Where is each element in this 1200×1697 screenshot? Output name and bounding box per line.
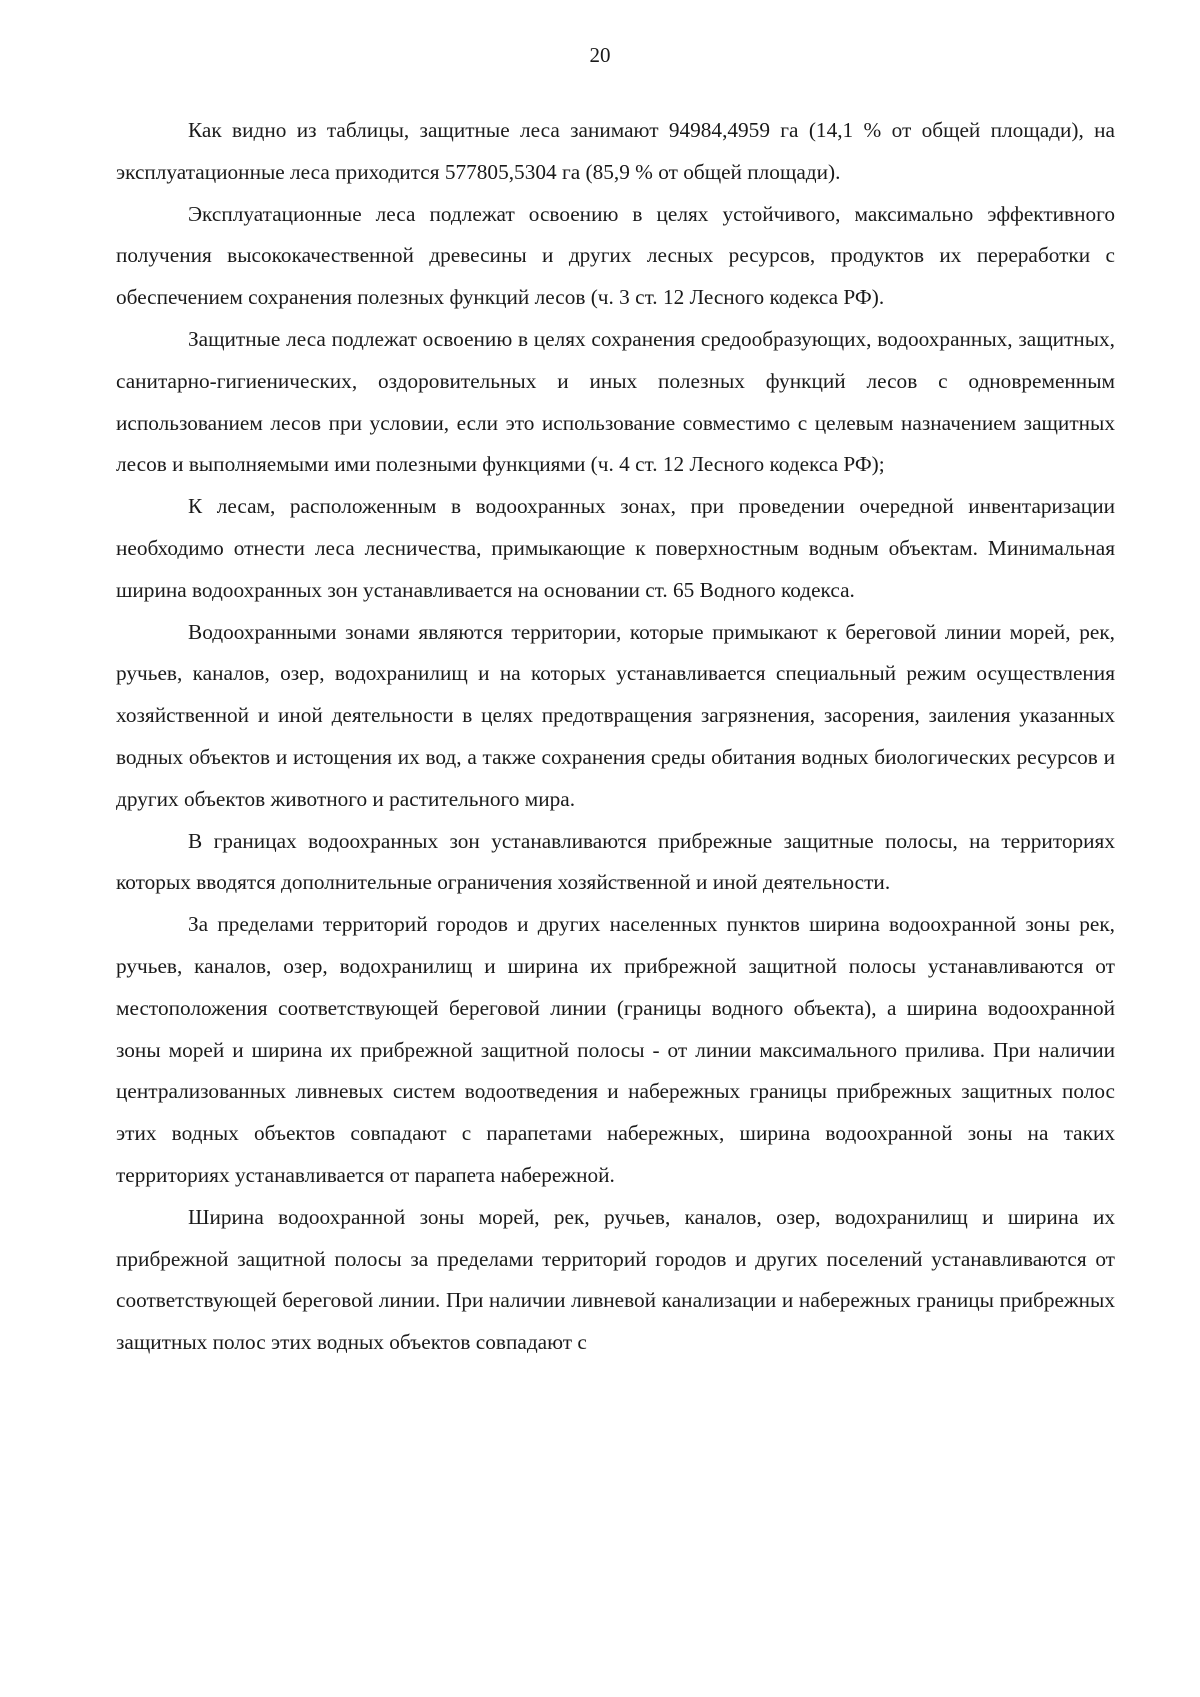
document-body — [116, 110, 1115, 1364]
paragraph-water-protection-zone-definition: Водоохранными зонами являются территории, которые примыкают к береговой линии морей, рек, ручьев, каналов, озер, водохранилищ и на которых устанавливается специальный режим осуществления хозяйственной и иной деятельности в целях предотвращения загрязнения, засорения, заиления указанных водных объектов и истощения их вод, а также сохранения среды обитания водных биологических ресурсов и других объектов животного и растительного мира. — [116, 619, 1115, 811]
paragraph-zone-width-outside-cities: За пределами территорий городов и других населенных пунктов ширина водоохранной зоны рек, ручьев, каналов, озер, водохранилищ и ширина их прибрежной защитной полосы устанавливаются от местоположения соответствующей береговой линии (границы водного объекта), а ширина водоохранной зоны морей и ширина их прибрежной защитной полосы - от линии максимального прилива. При наличии централизованных ливневых систем водоотведения и набережных границы прибрежных защитных полос этих водных объектов совпадают с парапетами набережных, ширина водоохранной зоны на таких территориях устанавливается от парапета набережной. — [116, 912, 1115, 1187]
paragraph-protective-forests: Защитные леса подлежат освоению в целях сохранения средообразующих, водоохранных, защитных, санитарно-гигиенических, оздоровительных и иных полезных функций лесов с одновременным использованием лесов при условии, если это использование совместимо с целевым назначением защитных лесов и выполняемыми ими полезными функциями (ч. 4 ст. 12 Лесного кодекса РФ); — [116, 326, 1115, 477]
paragraph-water-protection-zone-forests: К лесам, расположенным в водоохранных зонах, при проведении очередной инвентаризации необходимо отнести леса лесничества, примыкающие к поверхностным водным объектам. Минимальная ширина водоохранных зон устанавливается на основании ст. 65 Водного кодекса. — [116, 494, 1115, 602]
paragraph-zone-width-seas-rivers: Ширина водоохранной зоны морей, рек, ручьев, каналов, озер, водохранилищ и ширина их прибрежной защитной полосы за пределами территорий городов и других поселений устанавливаются от соответствующей береговой линии. При наличии ливневой канализации и набережных границы прибрежных защитных полос этих водных объектов совпадают с — [116, 1204, 1115, 1355]
page-number: 20 — [589, 43, 611, 67]
paragraph-protective-forest-area: Как видно из таблицы, защитные леса занимают 94984,4959 га (14,1 % от общей площади), на эксплуатационные леса приходится 577805,5304 га (85,9 % от общей площади). — [116, 118, 1115, 184]
paragraph-coastal-protective-strips: В границах водоохранных зон устанавливаются прибрежные защитные полосы, на территориях которых вводятся дополнительные ограничения хозяйственной и иной деятельности. — [116, 828, 1115, 895]
paragraph-production-forests: Эксплуатационные леса подлежат освоению в целях устойчивого, максимально эффективного получения высококачественной древесины и других лесных ресурсов, продуктов их переработки с обеспечением сохранения полезных функций лесов (ч. 3 ст. 12 Лесного кодекса РФ). — [116, 201, 1115, 310]
